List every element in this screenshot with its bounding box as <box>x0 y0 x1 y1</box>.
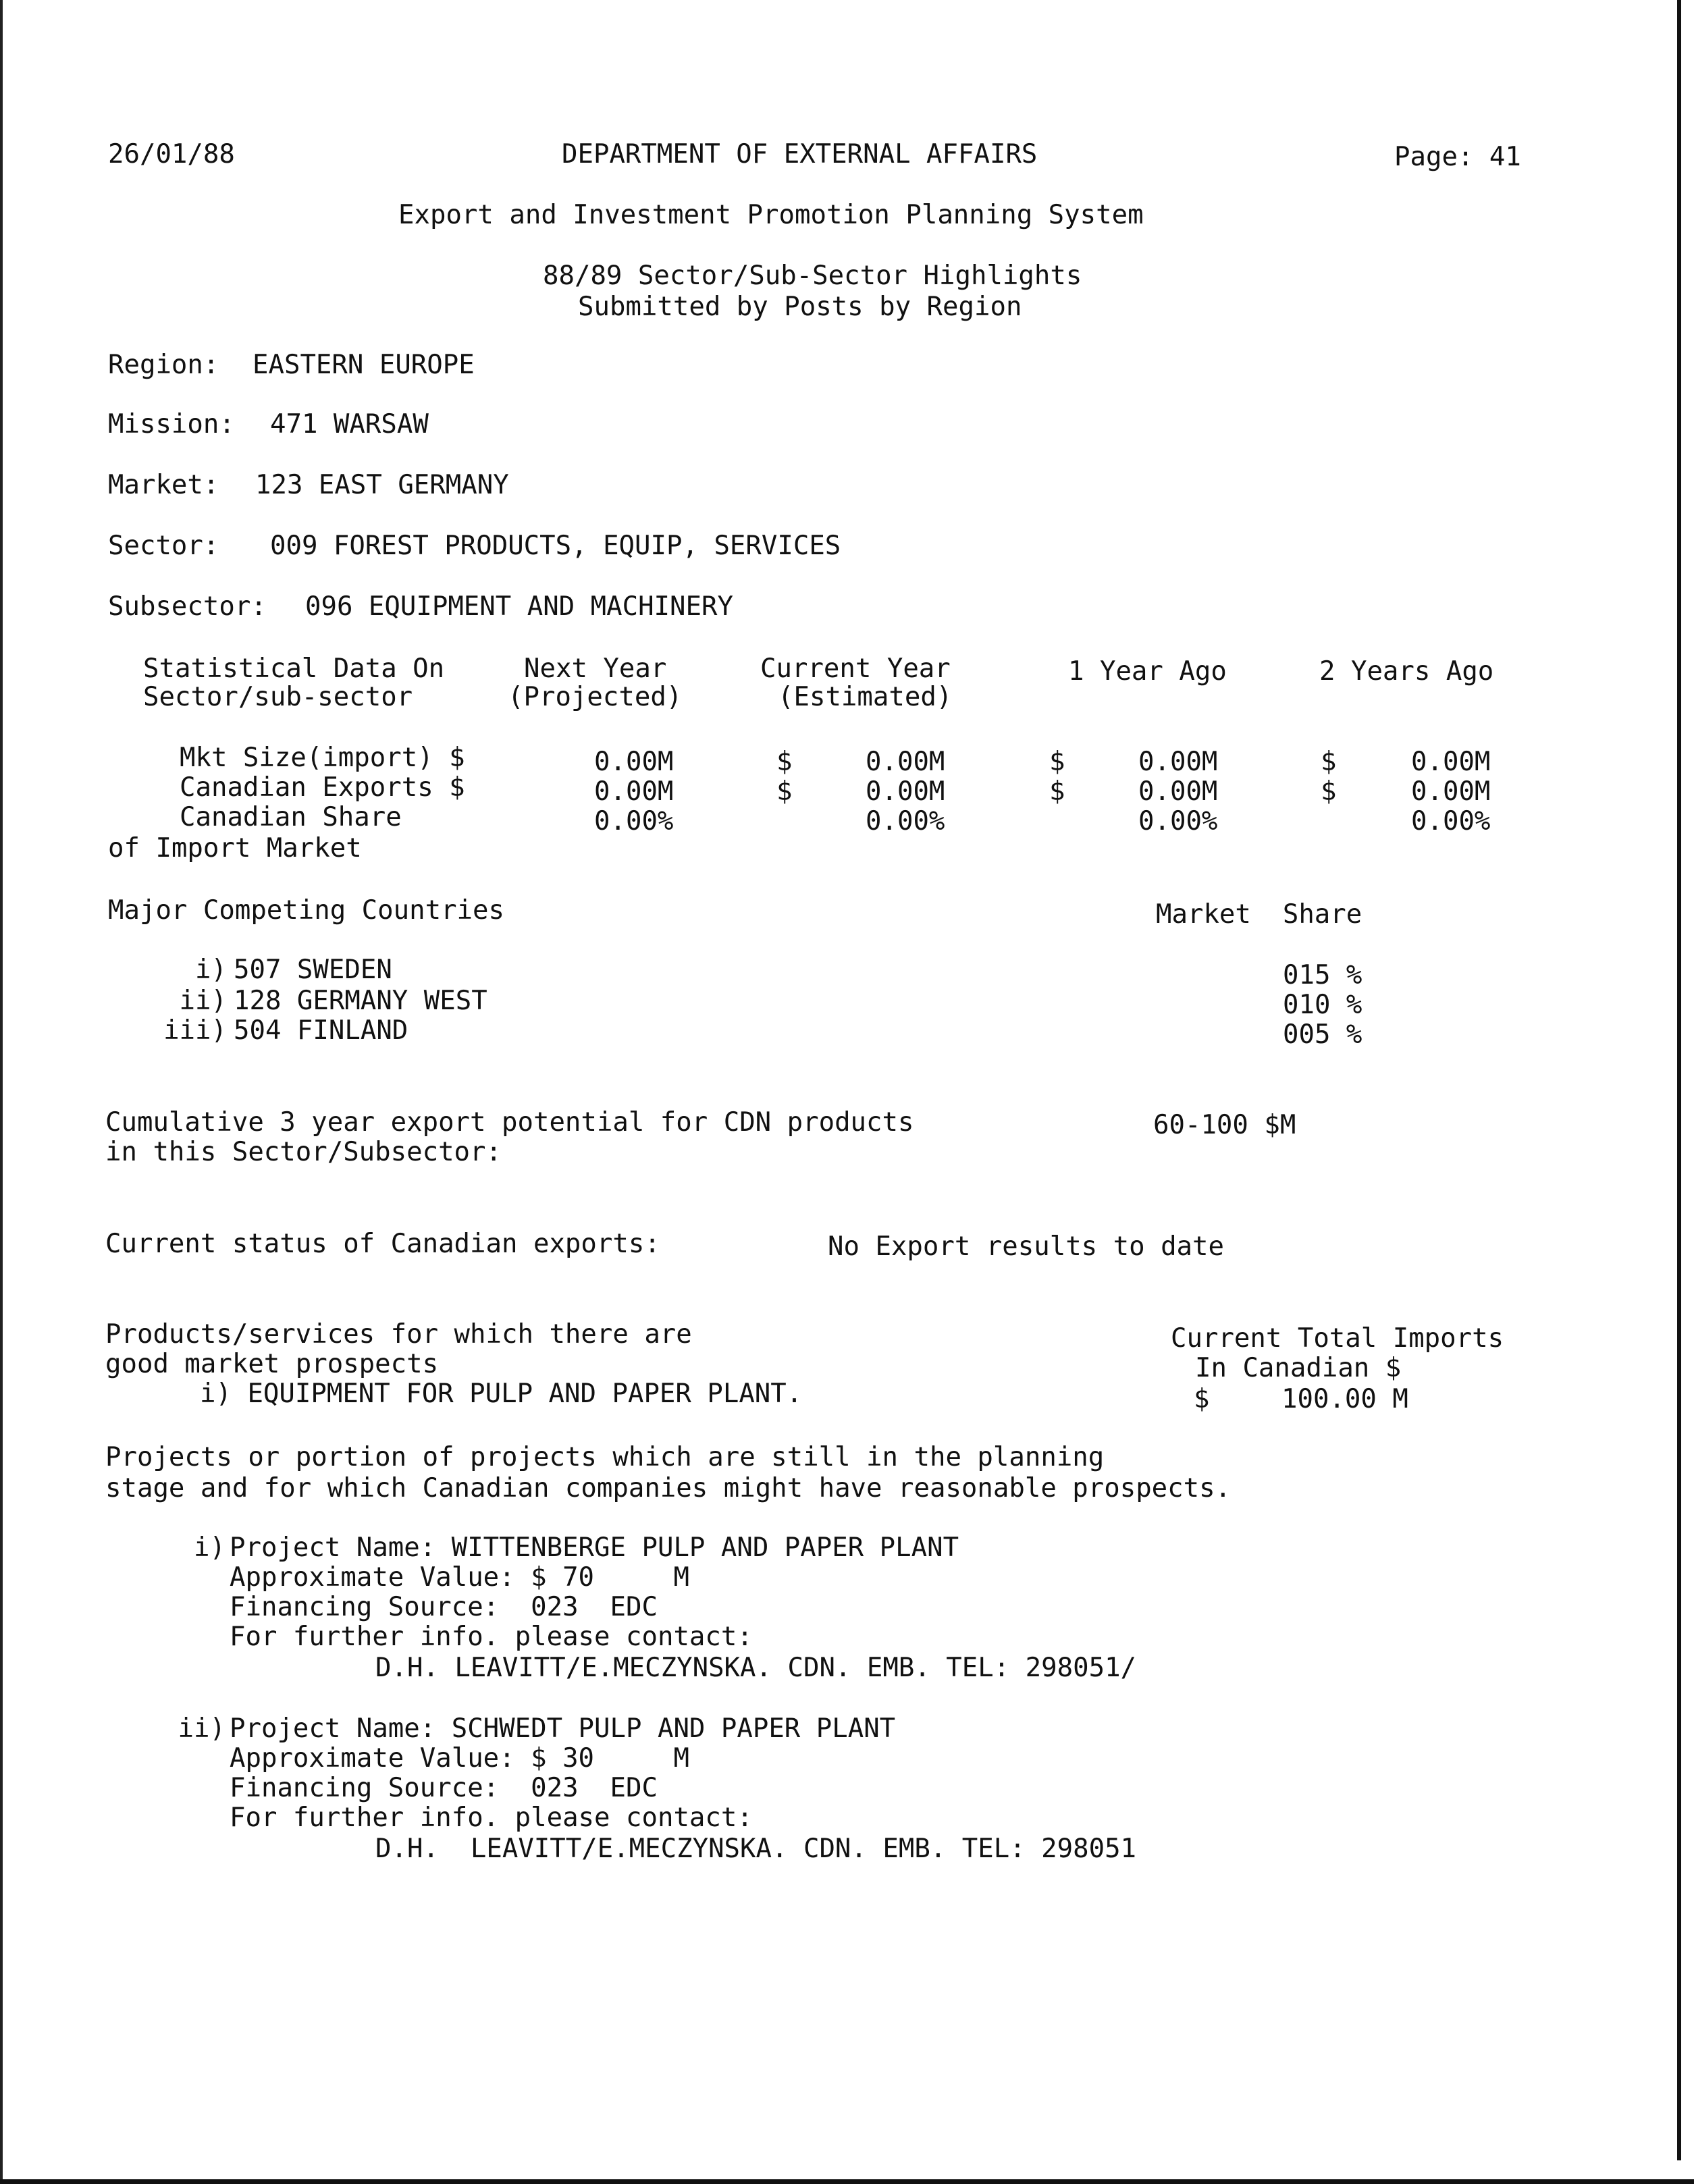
project-number: i) <box>194 1533 226 1563</box>
stats-row-label: Canadian Share <box>180 802 402 832</box>
stats-value: 0.00M <box>1138 747 1218 777</box>
project-contact: D.H. LEAVITT/E.MECZYNSKA. CDN. EMB. TEL: 298051/ <box>375 1653 1137 1683</box>
currency-symbol: $ <box>1194 1384 1210 1414</box>
stats-row-label: Mkt Size(import) $ <box>180 743 465 773</box>
mission-value: 471 WARSAW <box>270 409 429 440</box>
stats-heading-col1: Statistical Data On <box>143 654 445 684</box>
project-contact-label: For further info. please contact: <box>230 1803 753 1833</box>
currency-symbol: $ <box>1049 747 1065 777</box>
page-bottom-edge <box>0 2179 1694 2184</box>
stats-value: 0.00M <box>866 747 945 777</box>
project-financing: Financing Source: 023 EDC <box>230 1592 658 1622</box>
market-share-heading: Market Share <box>1156 899 1362 930</box>
project-financing: Financing Source: 023 EDC <box>230 1773 658 1803</box>
competitor-number: iii) <box>163 1015 227 1046</box>
competitor-name: 507 SWEDEN <box>234 955 392 985</box>
report-title: 88/89 Sector/Sub-Sector Highlights <box>543 261 1082 291</box>
competitor-share: 010 % <box>1283 990 1362 1020</box>
current-imports-subheading: In Canadian $ <box>1195 1353 1402 1383</box>
stats-value: 0.00% <box>1138 806 1218 836</box>
market-label: Market: <box>108 470 219 500</box>
stats-heading-current-year: Current Year <box>760 654 951 684</box>
projects-intro-line2: stage and for which Canadian companies might have reasonable prospects. <box>105 1473 1232 1503</box>
sector-value: 009 FOREST PRODUCTS, EQUIP, SERVICES <box>270 531 841 561</box>
competitors-heading: Major Competing Countries <box>108 895 504 926</box>
stats-value: 0.00M <box>594 776 674 807</box>
region-value: EASTERN EUROPE <box>253 350 475 380</box>
stats-value: 0.00% <box>594 806 674 836</box>
sector-label: Sector: <box>108 531 219 561</box>
export-status-label: Current status of Canadian exports: <box>105 1229 660 1259</box>
subsector-value: 096 EQUIPMENT AND MACHINERY <box>305 591 733 622</box>
competitor-number: i) <box>195 955 227 985</box>
stats-value: 0.00% <box>1411 806 1491 836</box>
page-number: Page: 41 <box>1394 142 1521 172</box>
export-potential-value: 60-100 $M <box>1153 1110 1296 1140</box>
stats-value: 0.00M <box>866 776 945 807</box>
projects-intro: Projects or portion of projects which are still in the planning <box>105 1442 1105 1472</box>
stats-heading-next-year: Next Year <box>524 654 667 684</box>
currency-symbol: $ <box>776 776 793 807</box>
project-name: Project Name: SCHWEDT PULP AND PAPER PLANT <box>230 1713 896 1744</box>
project-name: Project Name: WITTENBERGE PULP AND PAPER PLANT <box>230 1533 959 1563</box>
currency-symbol: $ <box>1321 776 1337 807</box>
products-heading: Products/services for which there are <box>105 1319 692 1350</box>
stats-value: 0.00M <box>1411 776 1491 807</box>
page-right-edge <box>1677 0 1681 2160</box>
competitor-name: 504 FINLAND <box>234 1015 408 1046</box>
competitor-share: 015 % <box>1283 960 1362 990</box>
product-item: i) EQUIPMENT FOR PULP AND PAPER PLANT. <box>200 1379 803 1409</box>
page-left-edge <box>0 0 3 2184</box>
report-subtitle: Submitted by Posts by Region <box>578 292 1022 322</box>
export-potential-text-line2: in this Sector/Subsector: <box>105 1137 502 1167</box>
department-name: DEPARTMENT OF EXTERNAL AFFAIRS <box>562 139 1038 169</box>
market-value: 123 EAST GERMANY <box>255 470 509 500</box>
competitor-name: 128 GERMANY WEST <box>234 986 487 1016</box>
project-contact: D.H. LEAVITT/E.MECZYNSKA. CDN. EMB. TEL: 298051 <box>375 1834 1137 1864</box>
current-imports-value: 100.00 M <box>1281 1384 1408 1414</box>
competitor-number: ii) <box>179 986 227 1016</box>
system-title: Export and Investment Promotion Planning System <box>398 200 1144 230</box>
currency-symbol: $ <box>776 747 793 777</box>
stats-row-label: Canadian Exports $ <box>180 772 465 803</box>
region-label: Region: <box>108 350 219 380</box>
project-value: Approximate Value: $ 30 M <box>230 1743 689 1774</box>
export-status-value: No Export results to date <box>828 1231 1224 1262</box>
competitor-share: 005 % <box>1283 1019 1362 1050</box>
stats-value: 0.00% <box>866 806 945 836</box>
mission-label: Mission: <box>108 409 235 440</box>
current-imports-heading: Current Total Imports <box>1171 1323 1504 1354</box>
stats-share-suffix: of Import Market <box>108 833 362 863</box>
export-potential-text: Cumulative 3 year export potential for CDN products <box>105 1107 914 1138</box>
stats-heading-projected: (Projected) <box>508 682 683 712</box>
stats-heading-estimated: (Estimated) <box>778 682 953 712</box>
report-date: 26/01/88 <box>108 139 235 169</box>
subsector-label: Subsector: <box>108 591 267 622</box>
currency-symbol: $ <box>1321 747 1337 777</box>
stats-heading-col1-line2: Sector/sub-sector <box>143 682 413 712</box>
currency-symbol: $ <box>1049 776 1065 807</box>
project-number: ii) <box>178 1713 226 1744</box>
project-contact-label: For further info. please contact: <box>230 1622 753 1652</box>
project-value: Approximate Value: $ 70 M <box>230 1562 689 1593</box>
stats-value: 0.00M <box>1411 747 1491 777</box>
stats-heading-2-years-ago: 2 Years Ago <box>1319 656 1494 687</box>
stats-value: 0.00M <box>594 747 674 777</box>
stats-value: 0.00M <box>1138 776 1218 807</box>
stats-heading-1-year-ago: 1 Year Ago <box>1068 656 1227 687</box>
products-heading-line2: good market prospects <box>105 1349 439 1379</box>
